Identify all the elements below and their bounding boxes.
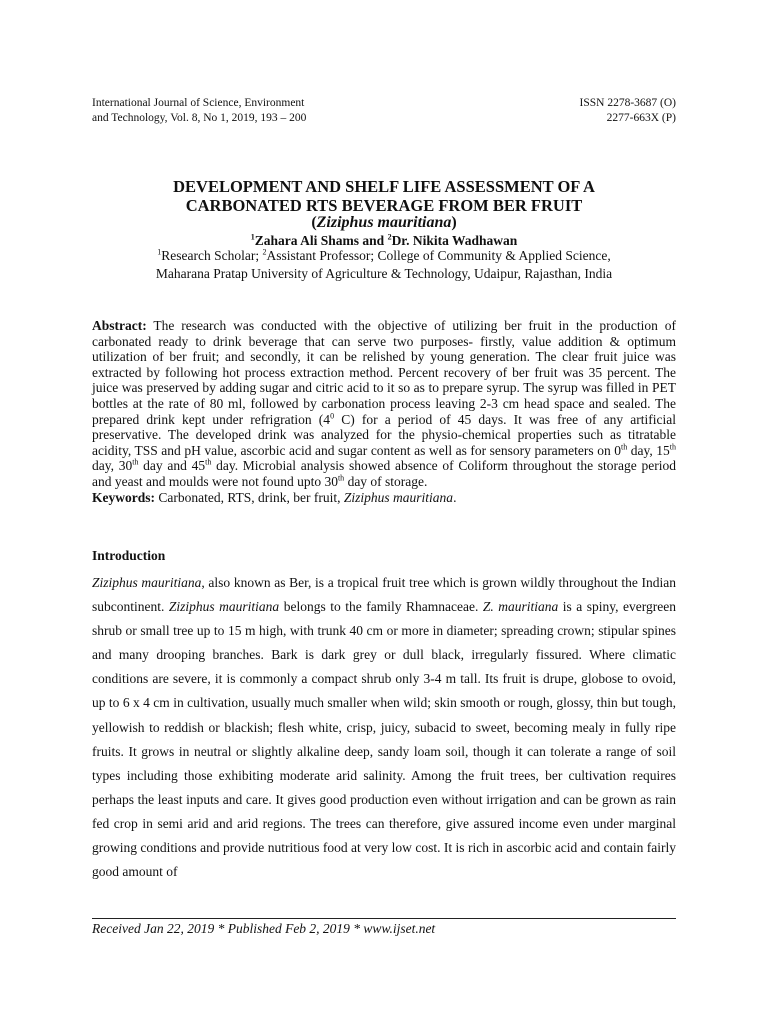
keywords (92, 490, 676, 506)
abstract-body (92, 318, 676, 490)
intro-species-2: Ziziphus mauritiana (168, 599, 280, 615)
abstract-text-6: day. Microbial analysis showed absence of Coliform throughout the storage period and yeast and moulds were not found upto 30 (92, 458, 676, 489)
keywords-label: Keywords: (92, 489, 155, 505)
journal-line-2: and Technology, Vol. 8, No 1, 2019, 193 – 200 (92, 112, 307, 124)
abstract-text-2: C) for a period of 45 days. It was free of any artificial preservative. The developed drink was analyzed for the physio-chemical properties such as titratable acidity, TSS and pH value, ascorbic acid and sugar content as well as for sensory parameters on 0 (92, 411, 676, 458)
title-line-1: DEVELOPMENT AND SHELF LIFE ASSESSMENT OF A (173, 177, 595, 196)
intro-text-3: is a spiny, evergreen shrub or small tree up to 15 m high, with trunk 40 cm or more in diameter; spreading crown; stipular spines and many drooping branches. Bark is dark grey or dull black, irregularly fissured. Where climatic conditions are severe, it is commonly a compact shrub only 3-4 m tall. Its fruit is drupe, globose to ovoid, up to 6 x 4 cm in cultivation, usually much smaller when wild; skin smooth or rough, glossy, thin but tough, yellowish to reddish or blackish; flesh white, crisp, juicy, subacid to sweet, becoming mealy in fully ripe fruits. It grows in neutral or slightly alkaline deep, sandy loam soil, though it can tolerate a range of soil types including those exhibiting moderate arid salinity. Among the fruit trees, ber cultivation requires perhaps the least inputs and care. It gives good production even without irrigation and can be grown as rain fed crop in semi arid and arid regions. The trees can therefore, give assured income even under marginal growing conditions and provide nutritious food at very low cost. It is rich in ascorbic acid and contain fairly good amount of (92, 599, 677, 880)
degree-sup: 0 (330, 411, 335, 421)
author-1-marker: 1 (250, 232, 255, 242)
intro-text-2: belongs to the family Rhamnaceae. (279, 599, 483, 615)
abstract (92, 318, 676, 505)
footer-received-published: Received Jan 22, 2019 * Published Feb 2, 2019 * www.ijset.net (92, 921, 436, 936)
paper-subtitle: (Ziziphus mauritiana) (311, 214, 457, 231)
introduction-heading: Introduction (92, 548, 166, 563)
title-line-2: CARBONATED RTS BEVERAGE FROM BER FRUIT (185, 196, 583, 215)
keywords-end: . (453, 489, 457, 505)
journal-line-1: International Journal of Science, Environment (92, 97, 305, 109)
author-2: Dr. Nikita Wadhawan (391, 233, 518, 248)
abstract-text-1: The research was conducted with the objective of utilizing ber fruit in the production of carbonated ready to drink beverage that can serve two purposes- firstly, value addition & optimum utilization of ber fruit; and secondly, it can be relished by young generation. The clear fruit juice was extracted by following hot process extraction method. Percent recovery of ber fruit was 35 percent. The juice was preserved by adding sugar and citric acid to it so as to prepare syrup. The syrup was filled in PET bottles at the rate of 80 ml, followed by carbonation process leaving 2-3 cm head space and sealed. The prepared drink kept under refrigration (4 (92, 318, 676, 427)
author-2-marker: 2 (387, 232, 392, 242)
th-sup-2: th (669, 442, 677, 452)
abstract-text-7: day of storage. (344, 473, 428, 489)
keywords-species: Ziziphus mauritiana (343, 489, 454, 505)
species-name: Ziziphus mauritiana (316, 214, 452, 231)
th-sup-5: th (337, 473, 345, 483)
issn-online: ISSN 2278-3687 (O) (579, 97, 676, 109)
issn-print: 2277-663X (P) (606, 112, 676, 124)
abstract-text-5: day and 45 (138, 458, 206, 474)
journal-info (92, 96, 306, 126)
affil-1-marker: 1 (157, 247, 162, 257)
affil-2-marker: 2 (262, 247, 267, 257)
intro-species-1: Ziziphus mauritiana (92, 575, 202, 590)
abstract-text-4: day, 30 (92, 458, 133, 474)
intro-species-3: Z. mauritiana (482, 599, 559, 615)
affil-role-2: Assistant Professor; College of Community & Applied Science, (266, 248, 611, 263)
affiliation (92, 247, 676, 283)
intro-text-1: , also known as Ber, is a tropical fruit tree which is grown wildly throughout the Indian subcontinent. (92, 575, 676, 615)
th-sup-4: th (205, 457, 212, 467)
issn-info (580, 96, 676, 126)
keywords-text: Carbonated, RTS, drink, ber fruit, (155, 489, 344, 505)
th-sup-1: th (620, 442, 628, 452)
th-sup-3: th (132, 457, 139, 467)
footer-divider (92, 918, 676, 919)
abstract-label: Abstract: (92, 318, 147, 333)
abstract-text-3: day, 15 (627, 442, 670, 458)
author-1: Zahara Ali Shams and (254, 233, 388, 248)
introduction-body (92, 571, 676, 884)
affil-institution: Maharana Pratap University of Agriculture & Technology, Udaipur, Rajasthan, India (155, 266, 613, 281)
paper-title (92, 177, 676, 215)
affil-role-1: Research Scholar; (161, 248, 263, 263)
